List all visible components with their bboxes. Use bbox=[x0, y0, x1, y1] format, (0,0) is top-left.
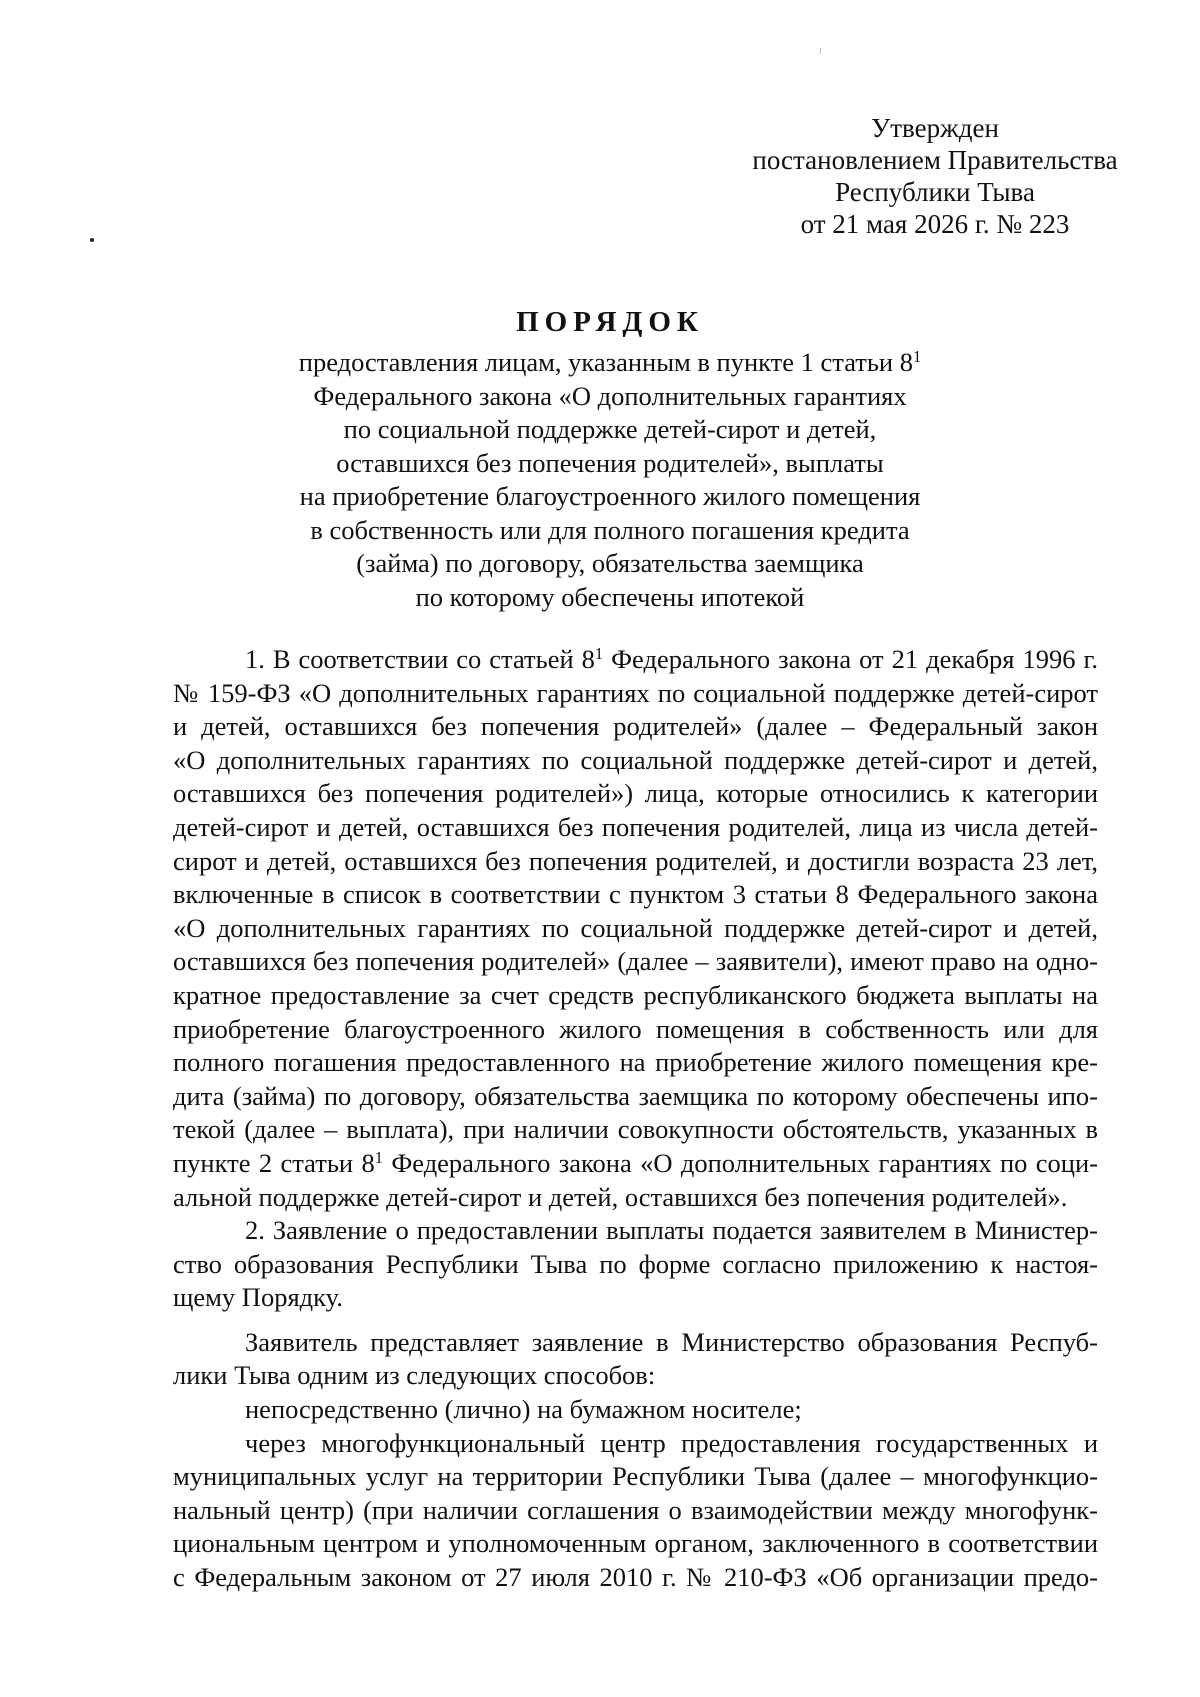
text-line: дита (займа) по договору, обязательства заемщика по которому обеспечены ипо- bbox=[173, 1080, 1098, 1111]
text-line: включенные в список в соответствии с пунктом 3 статьи 8 Федерального закона bbox=[173, 879, 1098, 910]
text-line: нальный центр) (при наличии соглашения о взаимодействии между многофунк- bbox=[173, 1494, 1098, 1525]
text-line: 2. Заявление о предоставлении выплаты подается заявителем в Министер- bbox=[245, 1215, 1098, 1246]
text-line: и детей, оставшихся без попечения родителей» (далее – Федеральный закон bbox=[173, 711, 1098, 742]
approval-line: постановлением Правительства bbox=[752, 145, 1118, 175]
subtitle-line: (займа) по договору, обязательства заемщика bbox=[356, 548, 864, 578]
text-line: № 159-ФЗ «О дополнительных гарантиях по социальной поддержке детей-сирот bbox=[173, 677, 1098, 708]
approval-line: Утвержден bbox=[871, 113, 999, 143]
subtitle-line: по социальной поддержке детей-сирот и детей, bbox=[343, 414, 877, 444]
approval-block bbox=[740, 112, 1130, 240]
paragraph-4 bbox=[173, 1393, 1098, 1427]
scan-dot bbox=[90, 238, 94, 242]
text-line: 1. В соответствии со статьей $8^1$ Федерального закона от 21 декабря 1996 г. bbox=[245, 643, 1098, 674]
text-line: оставшихся без попечения родителей») лица, которые относились к категории bbox=[173, 778, 1098, 809]
document-body bbox=[173, 643, 1098, 1595]
text-line: пункте 2 статьи $8^1$ Федерального закона «О дополнительных гарантиях по соци- bbox=[173, 1147, 1098, 1178]
subtitle-line: Федерального закона «О дополнительных гарантиях bbox=[313, 380, 907, 411]
subtitle-line: предоставления лицам, указанным в пункте 1 статьи $8^1$ bbox=[298, 346, 922, 377]
text-line: оставшихся без попечения родителей» (далее – заявители), имеют право на одно- bbox=[173, 946, 1098, 977]
paragraph-2 bbox=[173, 1214, 1098, 1315]
document-subtitle bbox=[180, 346, 1040, 614]
paragraph-1 bbox=[173, 643, 1098, 1214]
subtitle-line: по которому обеспечены ипотекой bbox=[415, 581, 805, 612]
text-line: ство образования Республики Тыва по форме согласно приложению к настоя- bbox=[173, 1248, 1098, 1279]
text-line: непосредственно (лично) на бумажном носителе; bbox=[245, 1394, 802, 1425]
text-line: щему Порядку. bbox=[173, 1282, 343, 1313]
paragraph-5 bbox=[173, 1427, 1098, 1595]
text-line: полного погашения предоставленного на приобретение жилого помещения кре- bbox=[173, 1047, 1098, 1078]
text-line: циональным центром и уполномоченным органом, заключенного в соответствии bbox=[173, 1528, 1098, 1559]
text-line: кратное предоставление за счет средств республиканского бюджета выплаты на bbox=[173, 979, 1098, 1010]
text-line: лики Тыва одним из следующих способов: bbox=[173, 1360, 656, 1391]
text-line: «О дополнительных гарантиях по социальной поддержке детей-сирот и детей, bbox=[173, 912, 1098, 943]
subtitle-line: в собственность или для полного погашения кредита bbox=[310, 514, 910, 545]
subtitle-line: оставшихся без попечения родителей», выплаты bbox=[336, 447, 884, 478]
text-line: детей-сирот и детей, оставшихся без попечения родителей, лица из числа детей- bbox=[173, 811, 1098, 842]
approval-line: Республики Тыва bbox=[835, 177, 1035, 207]
text-line: приобретение благоустроенного жилого помещения в собственность или для bbox=[173, 1013, 1098, 1044]
approval-line: от 21 мая 2026 г. № 223 bbox=[800, 209, 1070, 239]
text-line: текой (далее – выплата), при наличии совокупности обстоятельств, указанных в bbox=[173, 1114, 1098, 1145]
text-line: через многофункциональный центр предоставления государственных и bbox=[245, 1427, 1098, 1458]
document-title: ПОРЯДОК bbox=[516, 306, 704, 338]
subtitle-line: на приобретение благоустроенного жилого помещения bbox=[299, 481, 921, 511]
text-line: альной поддержке детей-сирот и детей, оставшихся без попечения родителей». bbox=[173, 1181, 1068, 1212]
text-line: «О дополнительных гарантиях по социальной поддержке детей-сирот и детей, bbox=[173, 744, 1098, 775]
text-line: Заявитель представляет заявление в Министерство образования Респуб- bbox=[245, 1326, 1098, 1357]
text-line: сирот и детей, оставшихся без попечения родителей, и достигли возраста 23 лет, bbox=[173, 845, 1098, 876]
paragraph-3 bbox=[173, 1326, 1098, 1393]
text-line: муниципальных услуг на территории Республики Тыва (далее – многофункцио- bbox=[173, 1461, 1098, 1492]
scan-mark bbox=[820, 48, 821, 54]
text-line: с Федеральным законом от 27 июля 2010 г. № 210-ФЗ «Об организации предо- bbox=[173, 1562, 1098, 1593]
